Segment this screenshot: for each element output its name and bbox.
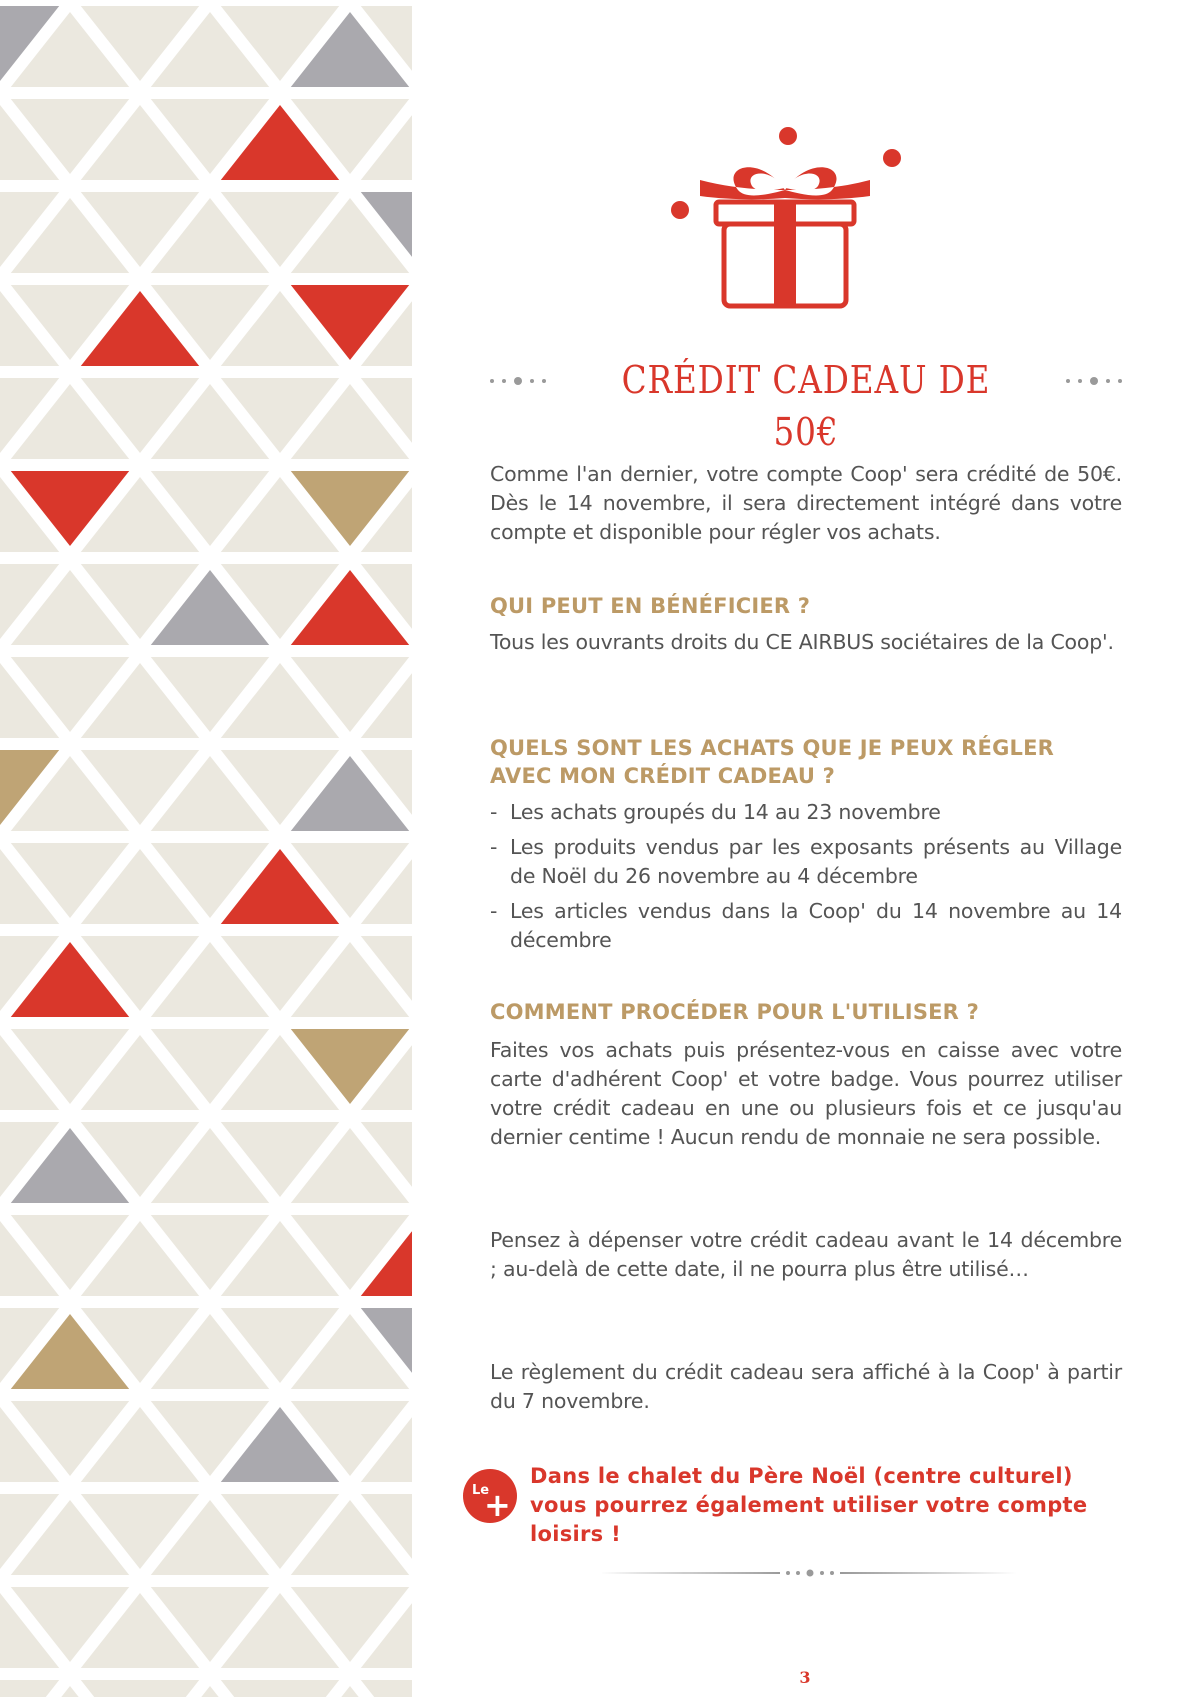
title-row [488, 350, 1124, 454]
section-body-beneficiaries: Tous les ouvrants droits du CE AIRBUS sociétaires de la Coop'. [490, 630, 1114, 654]
pattern-triangle [221, 1680, 339, 1697]
plus-callout-text: Dans le chalet du Père Noël (centre culturel) vous pourrez également utiliser votre compte loisirs ! [530, 1464, 1088, 1546]
list-item [490, 833, 1122, 891]
bullet-dash: - [490, 835, 498, 859]
le-plus-icon [462, 1468, 518, 1524]
pattern-triangle [361, 1680, 412, 1697]
pattern-triangle [81, 1680, 199, 1697]
badge-le-text: Le [472, 1483, 490, 1498]
triangle-pattern-panel [0, 0, 412, 1697]
purchases-list [490, 798, 1122, 961]
section-heading-purchases: QUELS SONT LES ACHATS QUE JE PEUX RÉGLER AVEC MON CRÉDIT CADEAU ? [490, 736, 1055, 788]
dots-ornament-icon [1054, 376, 1124, 386]
bullet-dash: - [490, 800, 498, 824]
triangle-pattern [0, 0, 412, 1697]
gift-bow [700, 167, 870, 199]
badge-plus-text: + [484, 1486, 511, 1524]
deadline-note: Pensez à dépenser votre crédit cadeau avant le 14 décembre ; au-delà de cette date, il ne pourra plus être utilisé… [490, 1228, 1122, 1281]
gift-box-icon [660, 124, 910, 314]
list-item [490, 798, 1122, 827]
pattern-triangle [0, 1680, 59, 1697]
page-title: CRÉDIT CADEAU DE 50€ [621, 358, 991, 454]
list-item-text: Les articles vendus dans la Coop' du 14 novembre au 14 décembre [510, 899, 1122, 952]
bullet-dash: - [490, 899, 498, 923]
section-heading-beneficiaries: QUI PEUT EN BÉNÉFICIER ? [490, 594, 811, 618]
intro-paragraph: Comme l'an dernier, votre compte Coop' sera crédité de 50€. Dès le 14 novembre, il sera directement intégré dans votre compte et disponible pour régler vos achats. [490, 462, 1122, 544]
section-heading-how-to: COMMENT PROCÉDER POUR L'UTILISER ? [490, 1000, 979, 1024]
rules-note: Le règlement du crédit cadeau sera affiché à la Coop' à partir du 7 novembre. [490, 1360, 1122, 1413]
page-number: 3 [799, 1668, 811, 1687]
divider-ornament-icon [600, 1566, 1020, 1580]
list-item [490, 897, 1122, 955]
dots-ornament-icon [488, 376, 558, 386]
list-item-text: Les produits vendus par les exposants présents au Village de Noël du 26 novembre au 4 décembre [510, 835, 1122, 888]
section-body-how-to: Faites vos achats puis présentez-vous en caisse avec votre carte d'adhérent Coop' et votre badge. Vous pourrez utiliser votre crédit cadeau en une ou plusieurs fois et ce jusqu'au dernier centime ! Aucun rendu de monnaie ne sera possible. [490, 1038, 1122, 1149]
gift-ribbon [774, 202, 796, 306]
list-item-text: Les achats groupés du 14 au 23 novembre [510, 800, 941, 824]
